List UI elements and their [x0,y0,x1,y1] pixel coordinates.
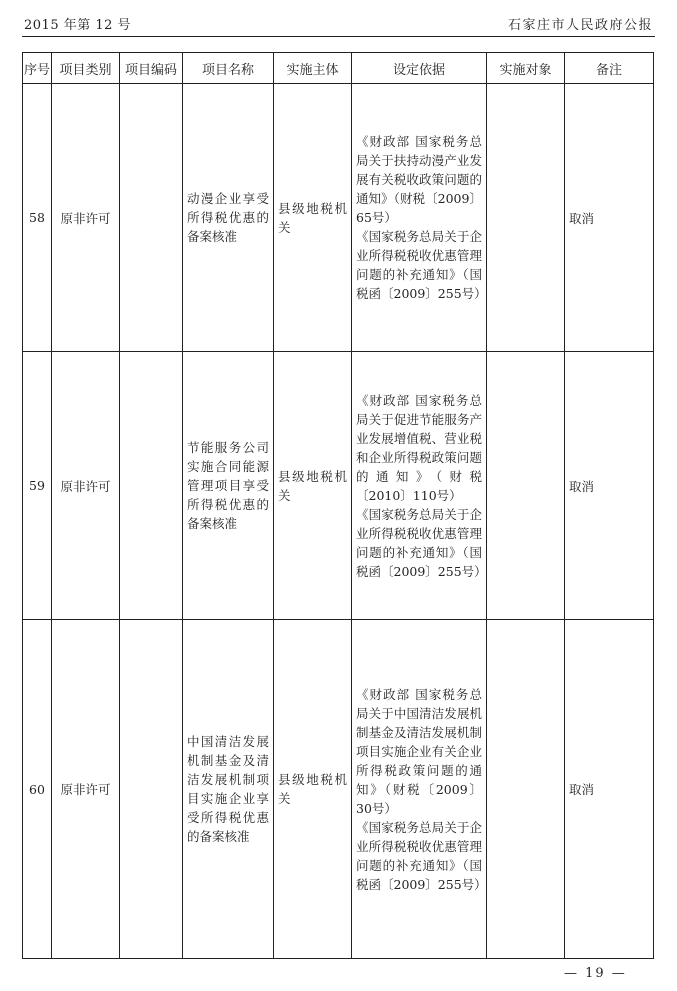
table-header-row [23,53,654,84]
basis-paragraph: 《国家税务总局关于企业所得税税收优惠管理问题的补充通知》（国税函〔2009〕255号） [356,819,487,892]
col-header-entity: 实施主体 [274,53,352,84]
table-row [23,84,654,352]
basis-paragraph: 《财政部 国家税务总局关于促进节能服务产业发展增值税、营业税和企业所得税政策问题的通知》（财税〔2010〕110号） [356,392,482,503]
col-header-name: 项目名称 [183,53,274,84]
row-code [120,352,183,620]
basis-paragraph: 《财政部 国家税务总局关于扶持动漫产业发展有关税收政策问题的通知》（财税〔2009〕65号） [356,134,482,225]
row-category: 原非许可 [52,84,120,352]
row-name: 动漫企业享受所得税优惠的备案核准 [183,84,274,352]
row-category: 原非许可 [52,620,120,959]
basis-paragraph: 《国家税务总局关于企业所得税税收优惠管理问题的补充通知》（国税函〔2009〕255号） [356,506,487,579]
row-number: 59 [23,352,52,620]
col-header-note: 备注 [565,53,654,84]
row-note: 取消 [565,84,654,352]
row-number: 60 [23,620,52,959]
table-row [23,352,654,620]
row-note: 取消 [565,620,654,959]
row-code [120,620,183,959]
row-category: 原非许可 [52,352,120,620]
row-name: 中国清洁发展机制基金及清洁发展机制项目实施企业享受所得税优惠的备案核准 [183,620,274,959]
page-number: — 19 — [564,966,627,981]
basis-paragraph: 《国家税务总局关于企业所得税税收优惠管理问题的补充通知》（国税函〔2009〕255号） [356,229,487,301]
issue-label: 2015 年第 12 号 [24,18,132,33]
row-entity: 县级地税机关 [274,620,352,959]
basis-paragraph: 《财政部 国家税务总局关于中国清洁发展机制基金及清洁发展机制项目实施企业有关企业所得税政策问题的通知》（财税〔2009〕30号） [356,686,482,816]
row-number: 58 [23,84,52,352]
table-row [23,620,654,959]
row-target [487,84,565,352]
publication-title: 石家庄市人民政府公报 [507,18,653,33]
item-table [22,52,654,959]
row-target [487,352,565,620]
col-header-basis: 设定依据 [352,53,487,84]
row-code [120,84,183,352]
row-basis [352,620,487,959]
row-entity: 县级地税机关 [274,352,352,620]
header-rule [22,36,655,37]
col-header-num: 序号 [23,53,52,84]
col-header-category: 项目类别 [52,53,120,84]
row-basis [352,352,487,620]
col-header-code: 项目编码 [120,53,183,84]
row-basis [352,84,487,352]
row-name: 节能服务公司实施合同能源管理项目享受所得税优惠的备案核准 [183,352,274,620]
row-entity: 县级地税机关 [274,84,352,352]
row-note: 取消 [565,352,654,620]
row-target [487,620,565,959]
col-header-target: 实施对象 [487,53,565,84]
